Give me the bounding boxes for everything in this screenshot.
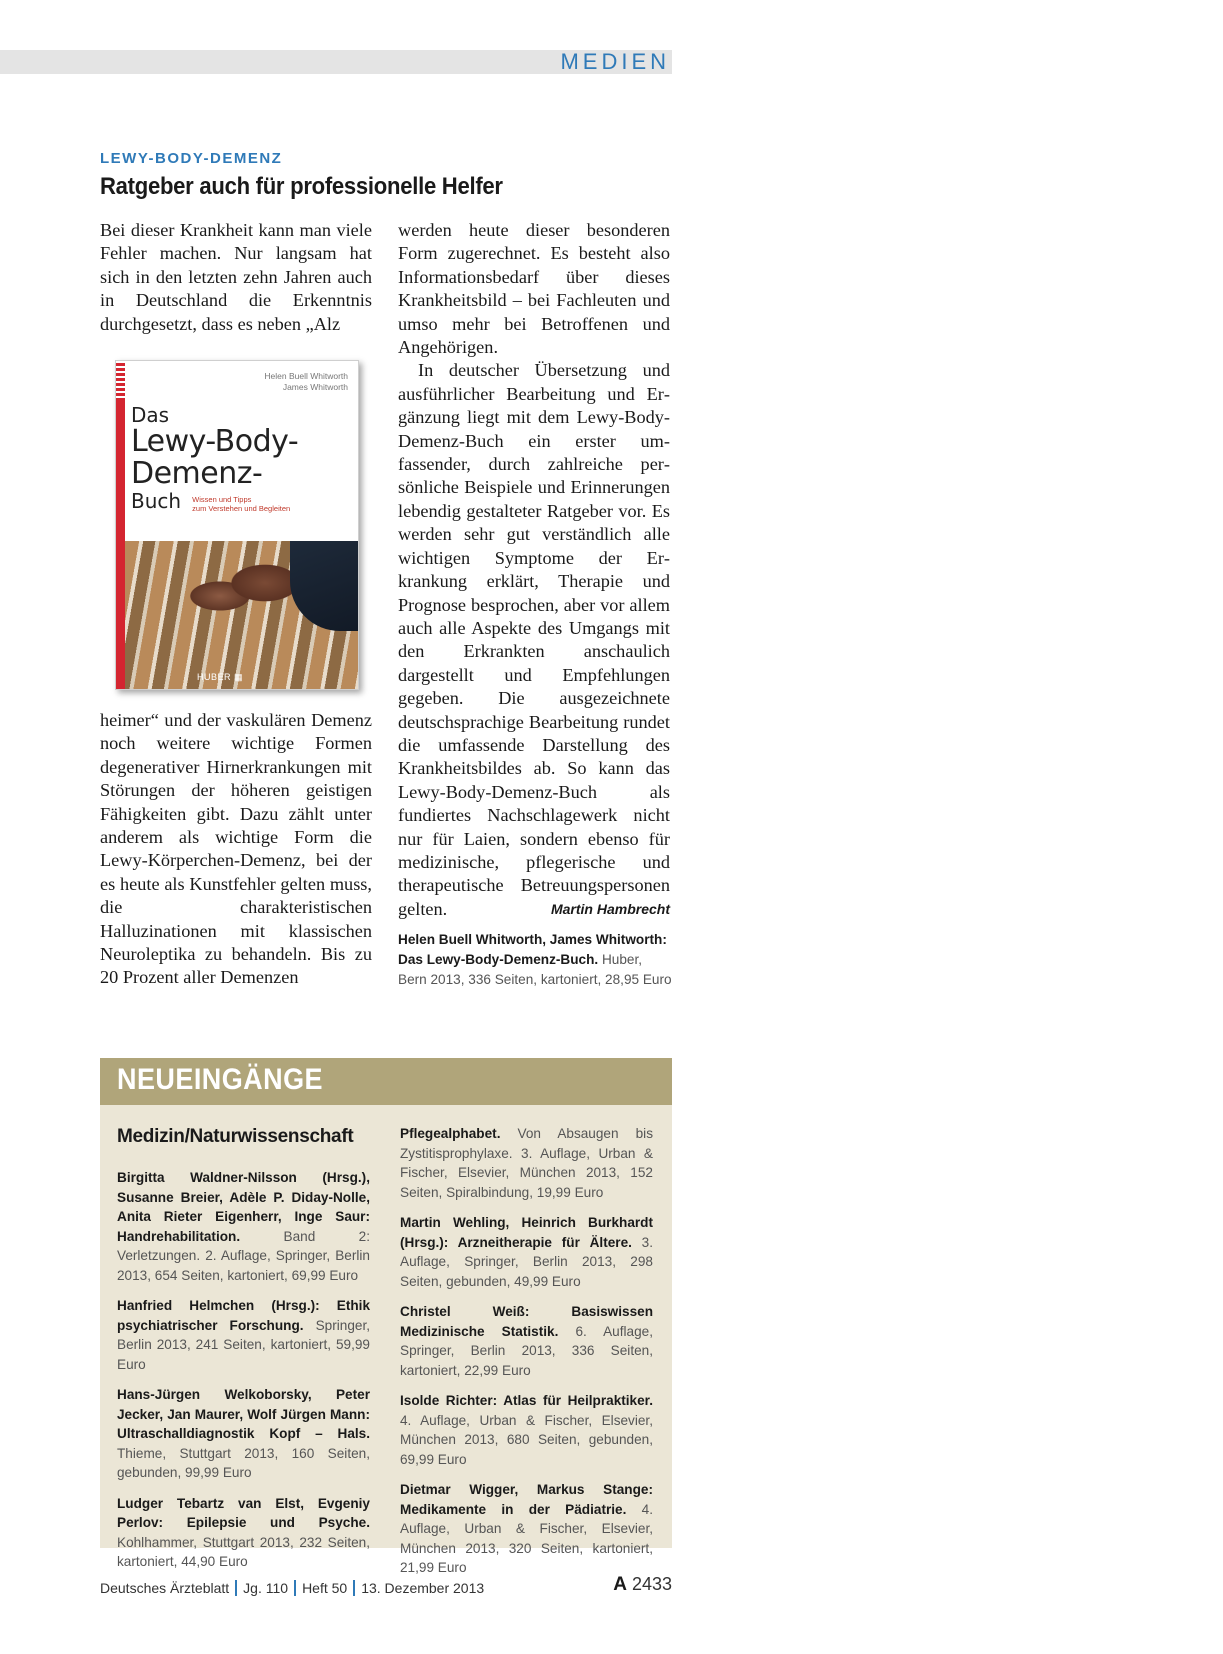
article-author: Martin Hambrecht [550,900,670,917]
new-arrivals-subheading: Medizin/Naturwissenschaft [117,1126,354,1147]
new-arrivals-box [100,1058,672,1575]
new-arrivals-column-left [117,1126,370,1583]
list-item: Dietmar Wigger, Markus Stange: Medikamente in der Pädiatrie. 4. Auflage, Urban & Fischer, Elsevier, München 2013, 320 Seiten, kartoniert, 21,99 Euro [400,1482,653,1575]
article-paragraph: Bei dieser Krankheit kann man viele Fehler machen. Nur langsam hat sich in den letzten zehn Jahren auch in Deutschland die Erkenntnis durchgesetzt, dass es neben „Alz [100,220,372,334]
footer-separator [235,1580,237,1596]
list-item: Ludger Tebartz van Elst, Evgeniy Perlov: Epilepsie und Psyche. Kohlhammer, Stuttgart 2013, 232 Seiten, kartoniert, 44,90 Euro [117,1495,370,1569]
cover-subtitle-line: zum Verstehen und Begleiten [192,503,291,513]
new-arrivals-column-right [400,1124,653,1589]
book-reference-title: Helen Buell Whitworth, James Whitworth: Das Lewy-Body-Demenz-Buch. [398,932,667,967]
cover-title-das: Das [131,403,170,427]
new-arrivals-header [100,1058,672,1105]
article-paragraph: In deutscher Übersetzung und ausführlicher Bearbeitung und Ergänzung liegt mit dem Lewy-Body-Demenz-Buch ein erster umfassender, durch zahlreiche persönliche Beispiele und Erinnerungen lebendig gestalteter Ratgeber vor. Es werden sehr gut verständlich alle wichtigen Symptome der Erkrankung erklärt, Therapie und Prognose besprochen, aber vor allem auch alle Aspekte des Umgangs mit den Erkrankten anschaulich dargestellt und Empfehlungen gegeben. Die ausgezeichnete deutschsprachige Bearbeitung rundet die umfassende Darstellung des Krankheitsbildes ab. So kann das Lewy-Body-Demenz-Buch als fundiertes Nachschlagewerk nicht nur für Laien, sondern ebenso für medizinische, pflegerische und therapeutische Betreuungspersonen gelten. Martin Hambrecht [398,359,670,921]
footer-separator [353,1580,355,1596]
article-kicker: LEWY-BODY-DEMENZ [100,150,283,167]
cover-authors [264,371,348,393]
list-item: Hanfried Helmchen (Hrsg.): Ethik psychiatrischer Forschung. Springer, Berlin 2013, 241 Seiten, kartoniert, 59,99 Euro [117,1298,370,1372]
list-item: Birgitta Waldner-Nilsson (Hrsg.), Susanne Breier, Adèle P. Diday-Nolle, Anita Rieter Eigenherr, Inge Saur: Handrehabilitation. Band 2: Verletzungen. 2. Auflage, Springer, Berlin 2013, 654 Seiten, kartoniert, 69,99 Euro [117,1170,370,1283]
new-arrivals-title: NEUEINGÄNGE [117,1063,323,1096]
book-reference [398,930,673,990]
cover-title-buch: Buch [131,489,182,513]
list-item: Pflegealphabet. Von Absaugen bis Zystitisprophylaxe. 3. Auflage, Urban & Fischer, Elsevier, München 2013, 152 Seiten, Spiralbindung, 19,99 Euro [400,1126,653,1200]
page-footer [100,1580,484,1596]
article-paragraph: heimer“ und der vaskulären Demenz noch weitere wichtige Formen degenerativer Hirnerkrankungen mit Störungen der höheren geistigen Fähigkeiten gibt. Dazu zählt unter anderem als wichtige Form die Lewy-Körperchen-Demenz, bei der es heute als Kunstfehler gelten muss, die charakteristischen Halluzinationen mit klassischen Neuroleptika zu behandeln. Bis zu 20 Prozent aller Demenzen [100,710,372,988]
cover-author: James Whitworth [282,382,348,392]
article-column-right [398,219,670,921]
article-headline: Ratgeber auch für professionelle Helfer [100,173,503,200]
footer-separator [294,1580,296,1596]
cover-photo-hands [125,541,358,689]
article-paragraph: werden heute dieser besonderen Form zugerechnet. Es besteht also Informationsbedarf über dieses Krankheitsbild – bei Fachleuten und umso mehr bei Betroffenen und Angehörigen. [398,220,670,358]
book-reference-details: Huber, Bern 2013, 336 Seiten, kartoniert, 28,95 Euro [398,952,672,987]
journal-issue: Heft 50 [302,1580,348,1596]
cover-subtitle-line: Wissen und Tipps [192,494,252,504]
cover-title [131,404,298,513]
section-header-bar [0,50,672,74]
article-column-left-top [100,219,372,336]
cover-red-stripe [116,361,125,689]
cover-author: Helen Buell Whitworth [264,371,348,381]
list-item: Hans-Jürgen Welkoborsky, Peter Jecker, Jan Maurer, Wolf Jürgen Mann: Ultraschalldiagnostik Kopf – Hals. Thieme, Stuttgart 2013, 160 Seiten, gebunden, 99,99 Euro [117,1387,370,1480]
article-column-left-bottom [100,709,372,990]
journal-name: Deutsches Ärzteblatt [100,1580,230,1596]
page-number: A 2433 [613,1574,672,1595]
cover-photo-sleeve [290,541,358,631]
list-item: Isolde Richter: Atlas für Heilpraktiker. 4. Auflage, Urban & Fischer, Elsevier, München 2013, 680 Seiten, gebunden, 69,99 Euro [400,1393,653,1467]
cover-title-line1: Lewy-Body- [131,424,299,459]
section-label: MEDIEN [560,49,670,74]
list-item: Martin Wehling, Heinrich Burkhardt (Hrsg.): Arzneitherapie für Ältere. 3. Auflage, Springer, Berlin 2013, 298 Seiten, gebunden, 49,99 Euro [400,1215,653,1289]
journal-date: 13. Dezember 2013 [361,1580,485,1596]
cover-title-line2: Demenz- [131,456,263,491]
cover-subtitle [192,495,290,513]
book-cover-image [115,360,359,690]
cover-stripe-marks [116,361,125,401]
journal-volume: Jg. 110 [243,1580,289,1596]
cover-publisher-logo: HUBER ▦ [197,672,244,682]
list-item: Christel Weiß: Basiswissen Medizinische Statistik. 6. Auflage, Springer, Berlin 2013, 336 Seiten, kartoniert, 22,99 Euro [400,1304,653,1378]
